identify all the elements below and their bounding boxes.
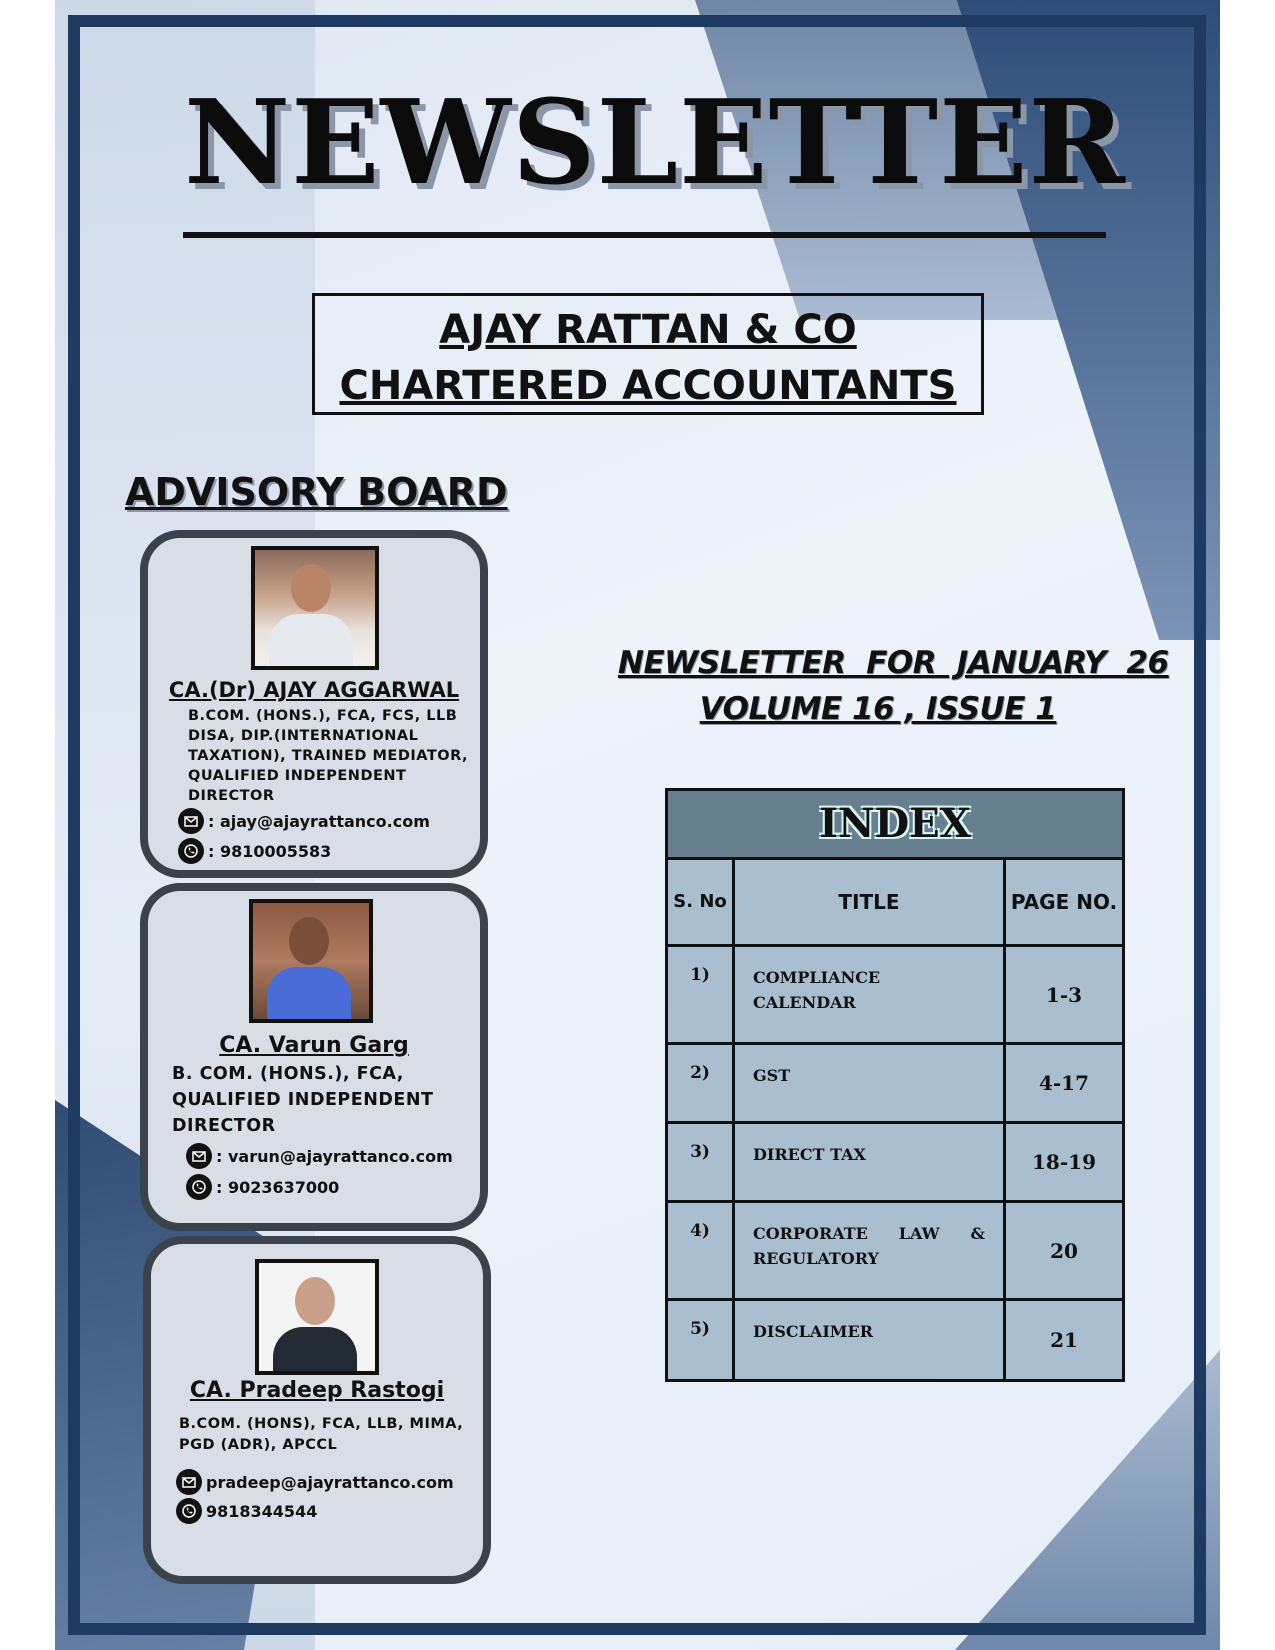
index-table [665,788,1125,1382]
advisor-qualifications: B.COM. (HONS.), FCA, FCS, LLB DISA, DIP.(INTERNATIONAL TAXATION), TRAINED MEDIATOR, QUALIFIED INDEPENDENT DIRECTOR [188,708,469,804]
table-row[interactable] [668,1202,1122,1300]
row-title: COMPLIANCE CALENDAR [734,946,1005,1044]
title-underline [183,232,1106,238]
table-row[interactable] [668,1044,1122,1123]
advisor-email[interactable]: pradeep@ajayrattanco.com [176,1469,454,1495]
index-header-row [668,860,1122,946]
title-header: TITLE [734,860,1005,946]
advisor-phone[interactable]: : 9810005583 [178,838,331,864]
advisor-photo [251,546,379,670]
table-row[interactable] [668,1123,1122,1202]
advisor-qualifications: B.COM. (HONS), FCA, LLB, MIMA, PGD (ADR), APCCL [179,1416,464,1453]
sno-header: S. No [668,860,734,946]
advisory-board-heading: ADVISORY BOARD [125,470,508,514]
row-number: 3) [668,1123,734,1202]
firm-name-box [312,293,984,415]
row-page: 4-17 [1005,1044,1123,1123]
row-title: CORPORATE LAW & REGULATORY [734,1202,1005,1300]
advisor-name: CA. Pradeep Rastogi [189,1378,445,1403]
row-title: DISCLAIMER [734,1300,1005,1379]
index-title: INDEX [668,791,1122,860]
advisor-name: CA. Varun Garg [219,1033,409,1058]
phone-icon [186,1174,212,1200]
advisor-email[interactable]: : ajay@ajayrattanco.com [178,808,430,834]
row-page: 18-19 [1005,1123,1123,1202]
advisor-phone[interactable]: 9818344544 [176,1498,317,1524]
advisor-qualifications: B. COM. (HONS.), FCA, QUALIFIED INDEPENDENT DIRECTOR [172,1064,434,1136]
row-number: 4) [668,1202,734,1300]
advisor-card [140,883,488,1231]
phone-icon [176,1498,202,1524]
row-number: 2) [668,1044,734,1123]
email-icon [178,808,204,834]
row-title: GST [734,1044,1005,1123]
phone-icon [178,838,204,864]
row-number: 1) [668,946,734,1044]
firm-name: AJAY RATTAN & CO [439,307,857,353]
row-title: DIRECT TAX [734,1123,1005,1202]
table-row[interactable] [668,1300,1122,1379]
row-page: 20 [1005,1202,1123,1300]
advisor-photo [255,1259,379,1375]
page-header: PAGE NO. [1005,860,1123,946]
issue-month: NEWSLETTER FOR JANUARY 26 [618,645,1169,681]
advisor-phone[interactable]: : 9023637000 [186,1174,339,1200]
issue-heading [618,640,1169,732]
table-row[interactable] [668,946,1122,1044]
advisor-card [140,530,488,878]
advisor-email[interactable]: : varun@ajayrattanco.com [186,1143,453,1169]
row-page: 21 [1005,1300,1123,1379]
row-page: 1-3 [1005,946,1123,1044]
advisor-photo [249,899,373,1023]
email-icon [186,1143,212,1169]
row-number: 5) [668,1300,734,1379]
newsletter-title: NEWSLETTER [184,75,1126,211]
issue-volume: VOLUME 16 , ISSUE 1 [699,691,1057,727]
advisor-name: CA.(Dr) AJAY AGGARWAL [168,678,460,702]
firm-type: CHARTERED ACCOUNTANTS [339,363,957,409]
email-icon [176,1469,202,1495]
advisor-card [143,1236,491,1584]
